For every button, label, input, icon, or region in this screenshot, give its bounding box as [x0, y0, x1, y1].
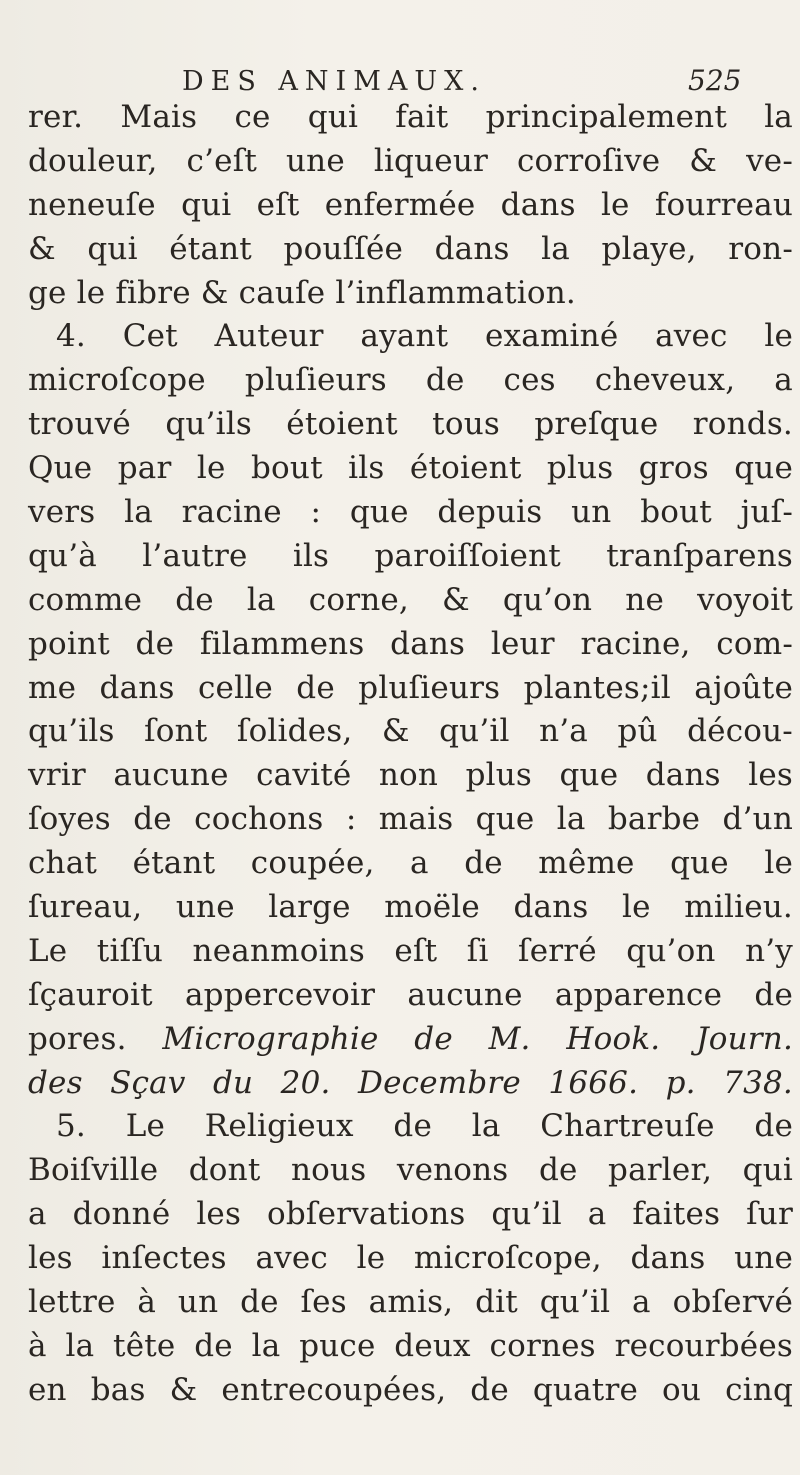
text-line: Que par le bout ils étoient plus gros que [28, 450, 793, 487]
text-line: ſçauroit appercevoir aucune apparence de [28, 976, 793, 1013]
text-line: neneuſe qui eſt enfermée dans le fourreau [28, 186, 793, 223]
text-line: Le tiſſu neanmoins eſt ſi ſerré qu’on n’y [28, 932, 793, 969]
text-line: ſureau, une large moële dans le milieu. [28, 889, 793, 926]
text-line: ſoyes de cochons : mais que la barbe d’un [28, 801, 793, 838]
text-line: lettre à un de ſes amis, dit qu’il a obſervé [28, 1284, 793, 1321]
text-line: à la tête de la puce deux cornes recourbées [28, 1327, 793, 1364]
text-line: me dans celle de pluſieurs plantes;il ajoûte [28, 669, 793, 706]
citation: Micrographie de M. Hook. Journ. [162, 1020, 794, 1057]
running-head-title: DES ANIMAUX. [182, 66, 486, 97]
text-fragment: pores. [28, 1020, 127, 1057]
text-line: les inſectes avec le microſcope, dans une [28, 1240, 793, 1277]
page-number: 525 [688, 64, 742, 97]
text-line: douleur, c’eſt une liqueur corroſive & ve- [28, 142, 793, 179]
text-line: qu’ils ſont ſolides, & qu’il n’a pû décou- [28, 713, 793, 750]
citation-line: des Sçav du 20. Decembre 1666. p. 738. [28, 1064, 793, 1101]
text-line: Boiſville dont nous venons de parler, qui [28, 1152, 793, 1189]
text-line: microſcope pluſieurs de ces cheveux, a [28, 362, 793, 399]
citation-line [28, 1018, 793, 1062]
body-text [28, 96, 793, 1413]
text-line: point de filammens dans leur racine, com- [28, 625, 793, 662]
text-line: ge le fibre & cauſe l’inflammation. [28, 274, 576, 311]
paragraph-start-line: 5. Le Religieux de la Chartreuſe de [56, 1108, 793, 1145]
text-line: vrir aucune cavité non plus que dans les [28, 757, 793, 794]
text-line: en bas & entrecoupées, de quatre ou cinq [28, 1371, 793, 1408]
paragraph-start-line: 4. Cet Auteur ayant examiné avec le [56, 318, 793, 355]
text-line: qu’à l’autre ils paroiſſoient tranſparens [28, 537, 793, 574]
text-line: & qui étant pouſſée dans la playe, ron- [28, 230, 793, 267]
text-line: comme de la corne, & qu’on ne voyoit [28, 581, 793, 618]
text-line: vers la racine : que depuis un bout juſ- [28, 494, 793, 531]
text-line: a donné les obſervations qu’il a faites ſur [28, 1196, 793, 1233]
text-line: trouvé qu’ils étoient tous preſque ronds. [28, 406, 793, 443]
text-line: rer. Mais ce qui fait principalement la [28, 99, 793, 135]
text-line: chat étant coupée, a de même que le [28, 845, 793, 882]
